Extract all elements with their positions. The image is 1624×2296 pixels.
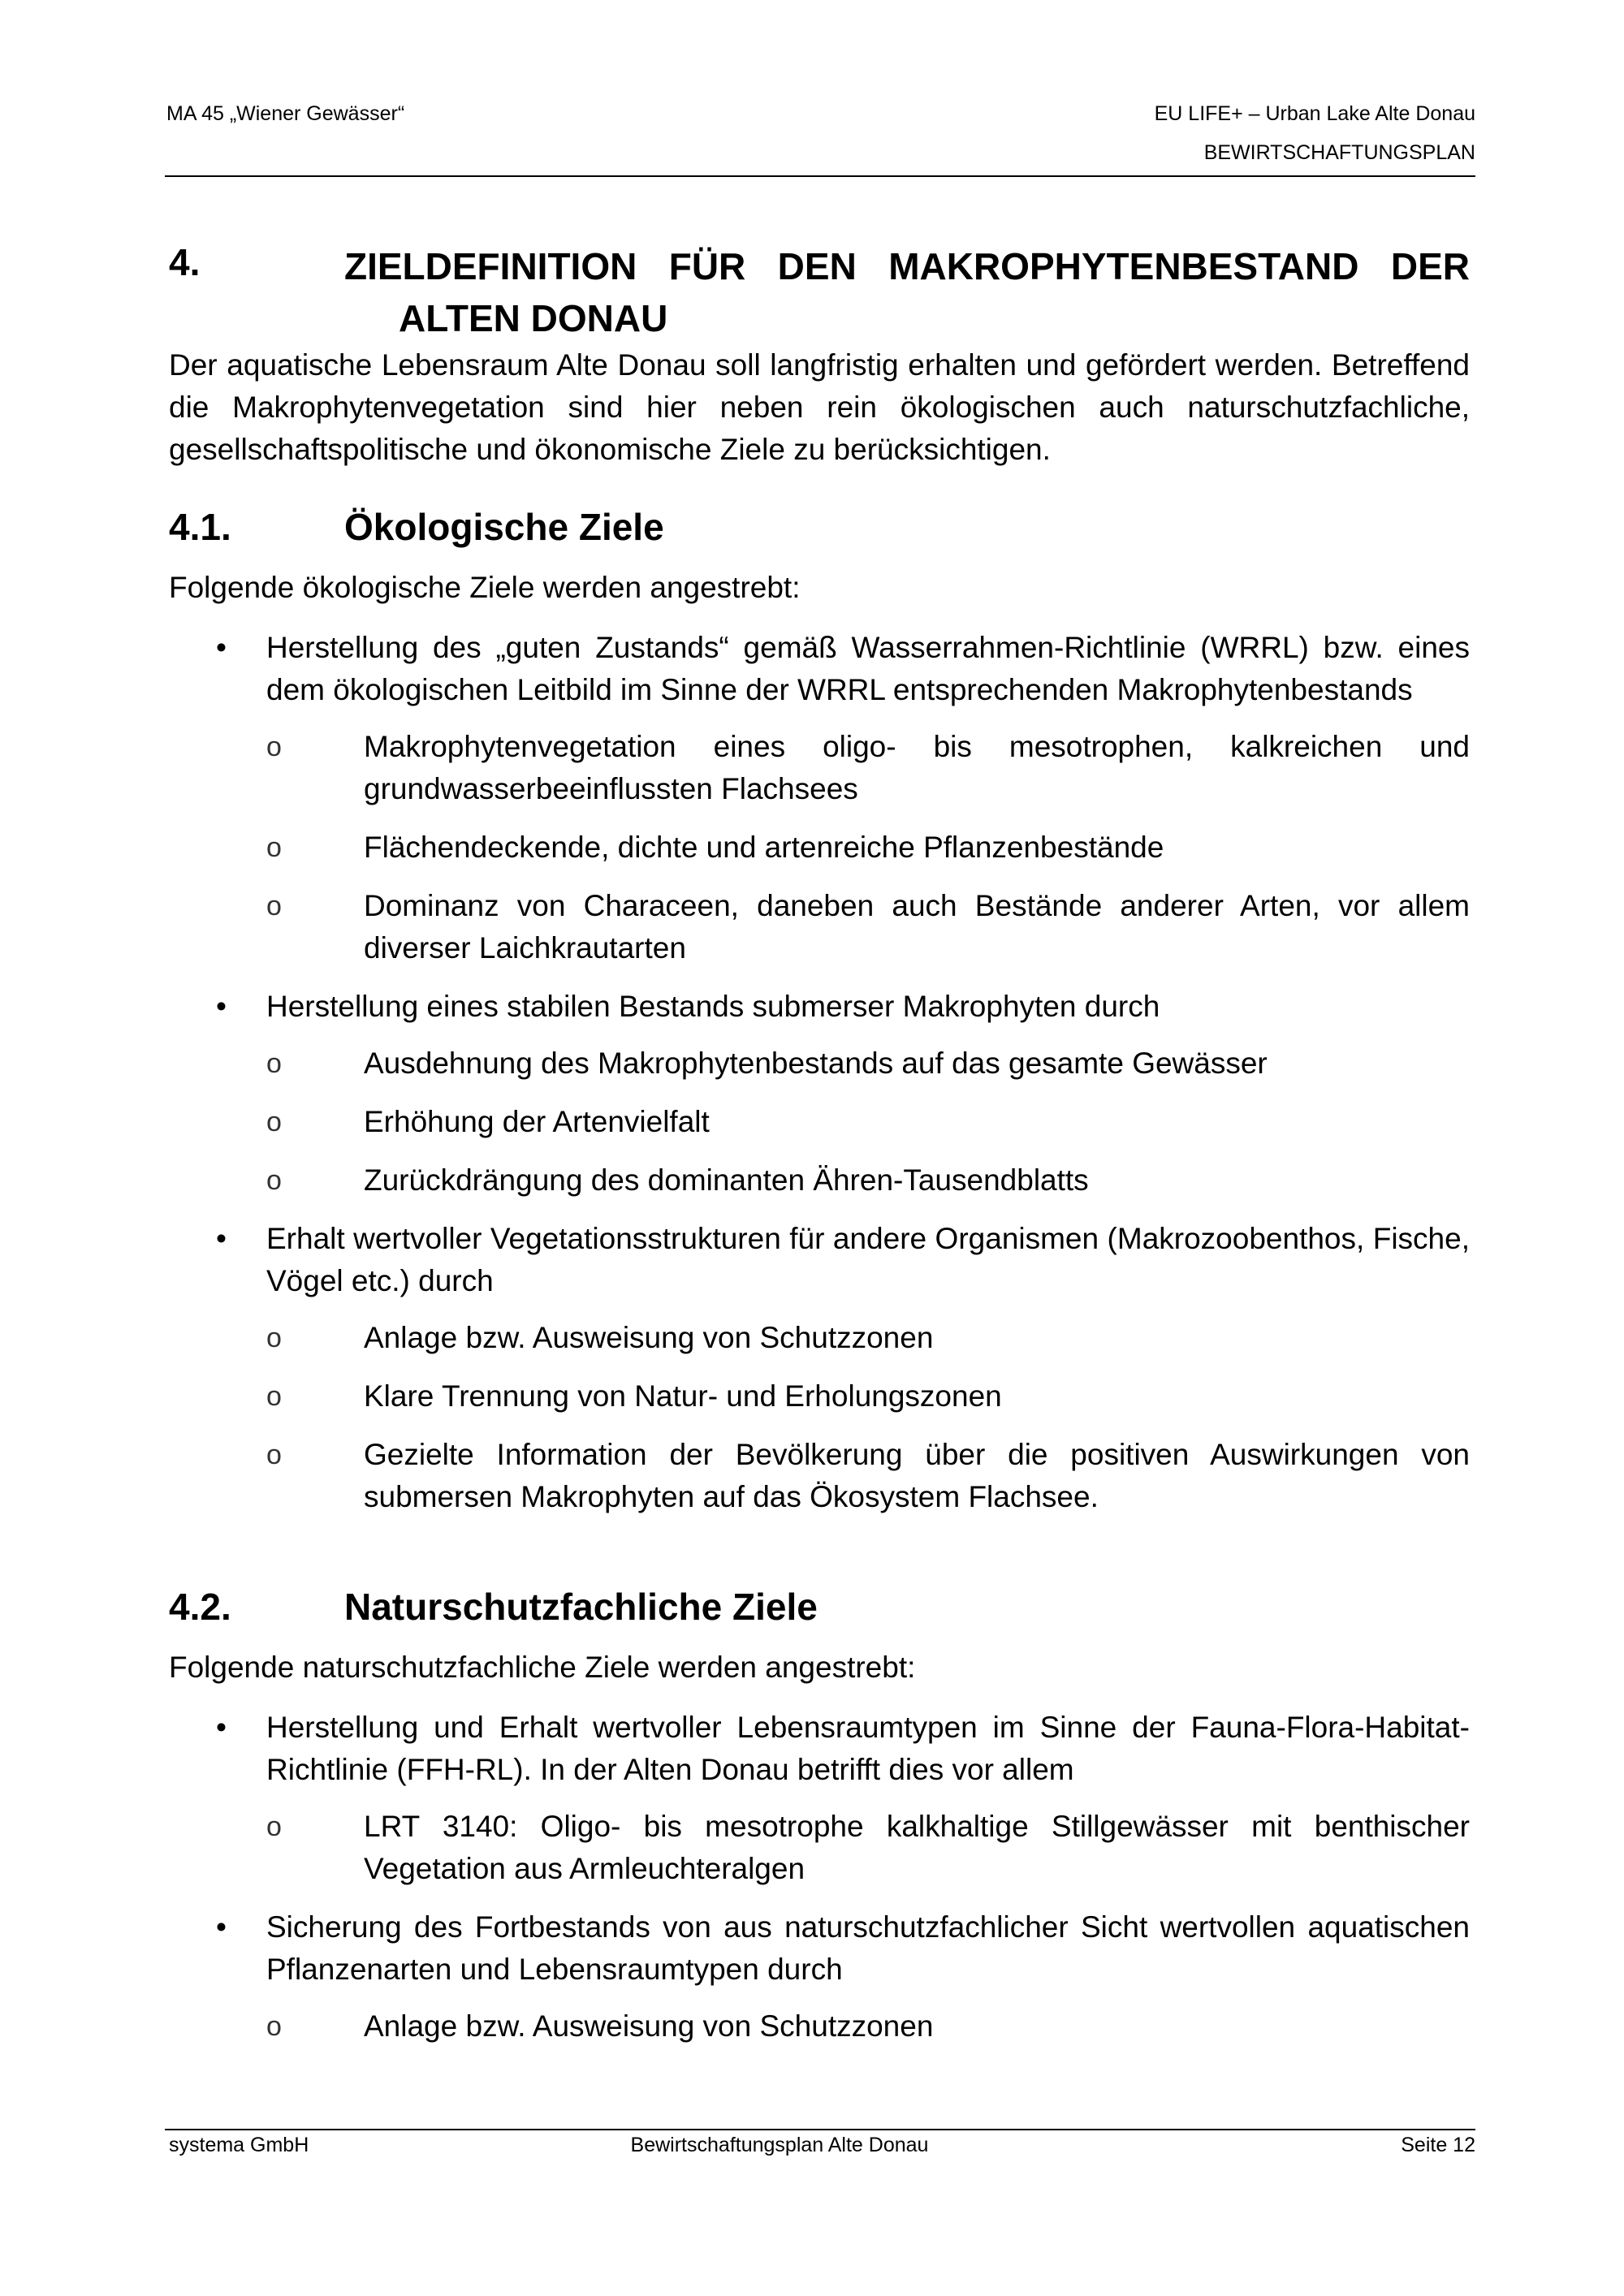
sub-list-item-text: Anlage bzw. Ausweisung von Schutzzonen xyxy=(364,1321,934,1354)
sub-list-item-text: Ausdehnung des Makrophytenbestands auf das gesamte Gewässer xyxy=(364,1047,1268,1080)
sub-list-item-text: Klare Trennung von Natur- und Erholungszonen xyxy=(364,1379,1002,1413)
header-rule xyxy=(165,175,1475,177)
bullet-icon: • xyxy=(216,1910,227,1944)
footer-page-number: Seite 12 xyxy=(1401,2134,1475,2156)
header-project: EU LIFE+ – Urban Lake Alte Donau xyxy=(1154,102,1475,125)
sub-list xyxy=(266,1042,1470,1202)
sub-list-item xyxy=(266,1317,1470,1359)
list-item-text: Herstellung des „guten Zustands“ gemäß Wasserrahmen-Richtlinie (WRRL) bzw. eines dem ökologischen Leitbild im Sinne der WRRL entsprechenden Makrophytenbestands xyxy=(266,631,1470,706)
section-4-2-heading xyxy=(169,1585,1470,1635)
circle-bullet-icon: o xyxy=(266,1323,282,1353)
circle-bullet-icon: o xyxy=(266,832,282,863)
sub-list-item xyxy=(266,1159,1470,1202)
footer-rule xyxy=(165,2129,1475,2130)
bullet-icon: • xyxy=(216,1222,227,1255)
sub-list-item xyxy=(266,2005,1470,2048)
section-4-1-number: 4.1. xyxy=(169,506,231,548)
section-4-1-heading xyxy=(169,505,1470,555)
sub-list xyxy=(266,2005,1470,2048)
bullet-icon: • xyxy=(216,631,227,664)
sub-list-item xyxy=(266,826,1470,869)
sub-list-item xyxy=(266,1434,1470,1518)
section-4-2-number: 4.2. xyxy=(169,1586,231,1628)
section-4-title-line1: ZIELDEFINITION FÜR DEN MAKROPHYTENBESTAND DER xyxy=(344,245,1470,287)
footer-doc-title: Bewirtschaftungsplan Alte Donau xyxy=(630,2134,929,2156)
sub-list-item-text: Makrophytenvegetation eines oligo- bis mesotrophen, kalkreichen und grundwasserbeeinflussten Flachsees xyxy=(364,730,1470,805)
sub-list-item-text: Dominanz von Characeen, daneben auch Bestände anderer Arten, vor allem diverser Laichkrautarten xyxy=(364,889,1470,965)
sub-list-item xyxy=(266,1806,1470,1890)
circle-bullet-icon: o xyxy=(266,891,282,921)
header-doc-type: BEWIRTSCHAFTUNGSPLAN xyxy=(1203,141,1475,164)
circle-bullet-icon: o xyxy=(266,1811,282,1842)
list-item-text: Herstellung eines stabilen Bestands submerser Makrophyten durch xyxy=(266,990,1160,1023)
section-4-title xyxy=(344,240,1470,344)
section-4-1-list xyxy=(169,627,1470,1518)
list-item-text: Herstellung und Erhalt wertvoller Lebensraumtypen im Sinne der Fauna-Flora-Habitat-Richtlinie (FFH-RL). In der Alten Donau betrifft dies vor allem xyxy=(266,1711,1470,1786)
sub-list-item xyxy=(266,885,1470,969)
sub-list xyxy=(266,1806,1470,1890)
bullet-icon: • xyxy=(216,990,227,1023)
sub-list-item-text: Zurückdrängung des dominanten Ähren-Tausendblatts xyxy=(364,1163,1089,1197)
section-4-1-title: Ökologische Ziele xyxy=(344,506,664,548)
section-4-number: 4. xyxy=(169,241,201,283)
sub-list-item xyxy=(266,726,1470,810)
circle-bullet-icon: o xyxy=(266,1381,282,1412)
circle-bullet-icon: o xyxy=(266,2011,282,2042)
sub-list-item-text: Gezielte Information der Bevölkerung über die positiven Auswirkungen von submersen Makrophyten auf das Ökosystem Flachsee. xyxy=(364,1438,1470,1513)
list-item xyxy=(169,986,1470,1202)
page-body xyxy=(169,240,1470,2064)
section-4-1-lead: Folgende ökologische Ziele werden angestrebt: xyxy=(169,571,801,604)
list-item xyxy=(169,1218,1470,1518)
footer-doc-title-wrap xyxy=(0,2134,1624,2157)
circle-bullet-icon: o xyxy=(266,732,282,762)
section-4-2-title: Naturschutzfachliche Ziele xyxy=(344,1586,818,1628)
sub-list-item-text: Flächendeckende, dichte und artenreiche Pflanzenbestände xyxy=(364,831,1164,864)
list-item xyxy=(169,1906,1470,2048)
sub-list-item xyxy=(266,1042,1470,1085)
sub-list-item-text: Erhöhung der Artenvielfalt xyxy=(364,1105,710,1138)
list-item-text: Sicherung des Fortbestands von aus naturschutzfachlicher Sicht wertvollen aquatischen Pflanzenarten und Lebensraumtypen durch xyxy=(266,1910,1470,1986)
section-4-2-lead: Folgende naturschutzfachliche Ziele werden angestrebt: xyxy=(169,1651,916,1684)
list-item xyxy=(169,627,1470,969)
header-left: MA 45 „Wiener Gewässer“ xyxy=(166,102,405,125)
circle-bullet-icon: o xyxy=(266,1439,282,1470)
list-item xyxy=(169,1707,1470,1890)
list-item-text: Erhalt wertvoller Vegetationsstrukturen für andere Organismen (Makrozoobenthos, Fische, Vögel etc.) durch xyxy=(266,1222,1470,1297)
sub-list-item-text: Anlage bzw. Ausweisung von Schutzzonen xyxy=(364,2009,934,2043)
bullet-icon: • xyxy=(216,1711,227,1744)
sub-list xyxy=(266,1317,1470,1518)
sub-list-item-text: LRT 3140: Oligo- bis mesotrophe kalkhaltige Stillgewässer mit benthischer Vegetation aus Armleuchteralgen xyxy=(364,1810,1470,1885)
section-4-heading xyxy=(169,240,1470,344)
sub-list-item xyxy=(266,1375,1470,1418)
circle-bullet-icon: o xyxy=(266,1165,282,1196)
sub-list xyxy=(266,726,1470,969)
sub-list-item xyxy=(266,1101,1470,1143)
section-4-2-list xyxy=(169,1707,1470,2048)
circle-bullet-icon: o xyxy=(266,1048,282,1079)
section-4-intro: Der aquatische Lebensraum Alte Donau soll langfristig erhalten und gefördert werden. Betreffend die Makrophytenvegetation sind hier neben rein ökologischen auch naturschutzfachliche, gesellschaftspolitische und ökonomische Ziele zu berücksichtigen. xyxy=(169,348,1470,466)
section-4-title-line2: ALTEN DONAU xyxy=(399,297,668,339)
footer-company: systema GmbH xyxy=(169,2134,309,2156)
circle-bullet-icon: o xyxy=(266,1107,282,1137)
